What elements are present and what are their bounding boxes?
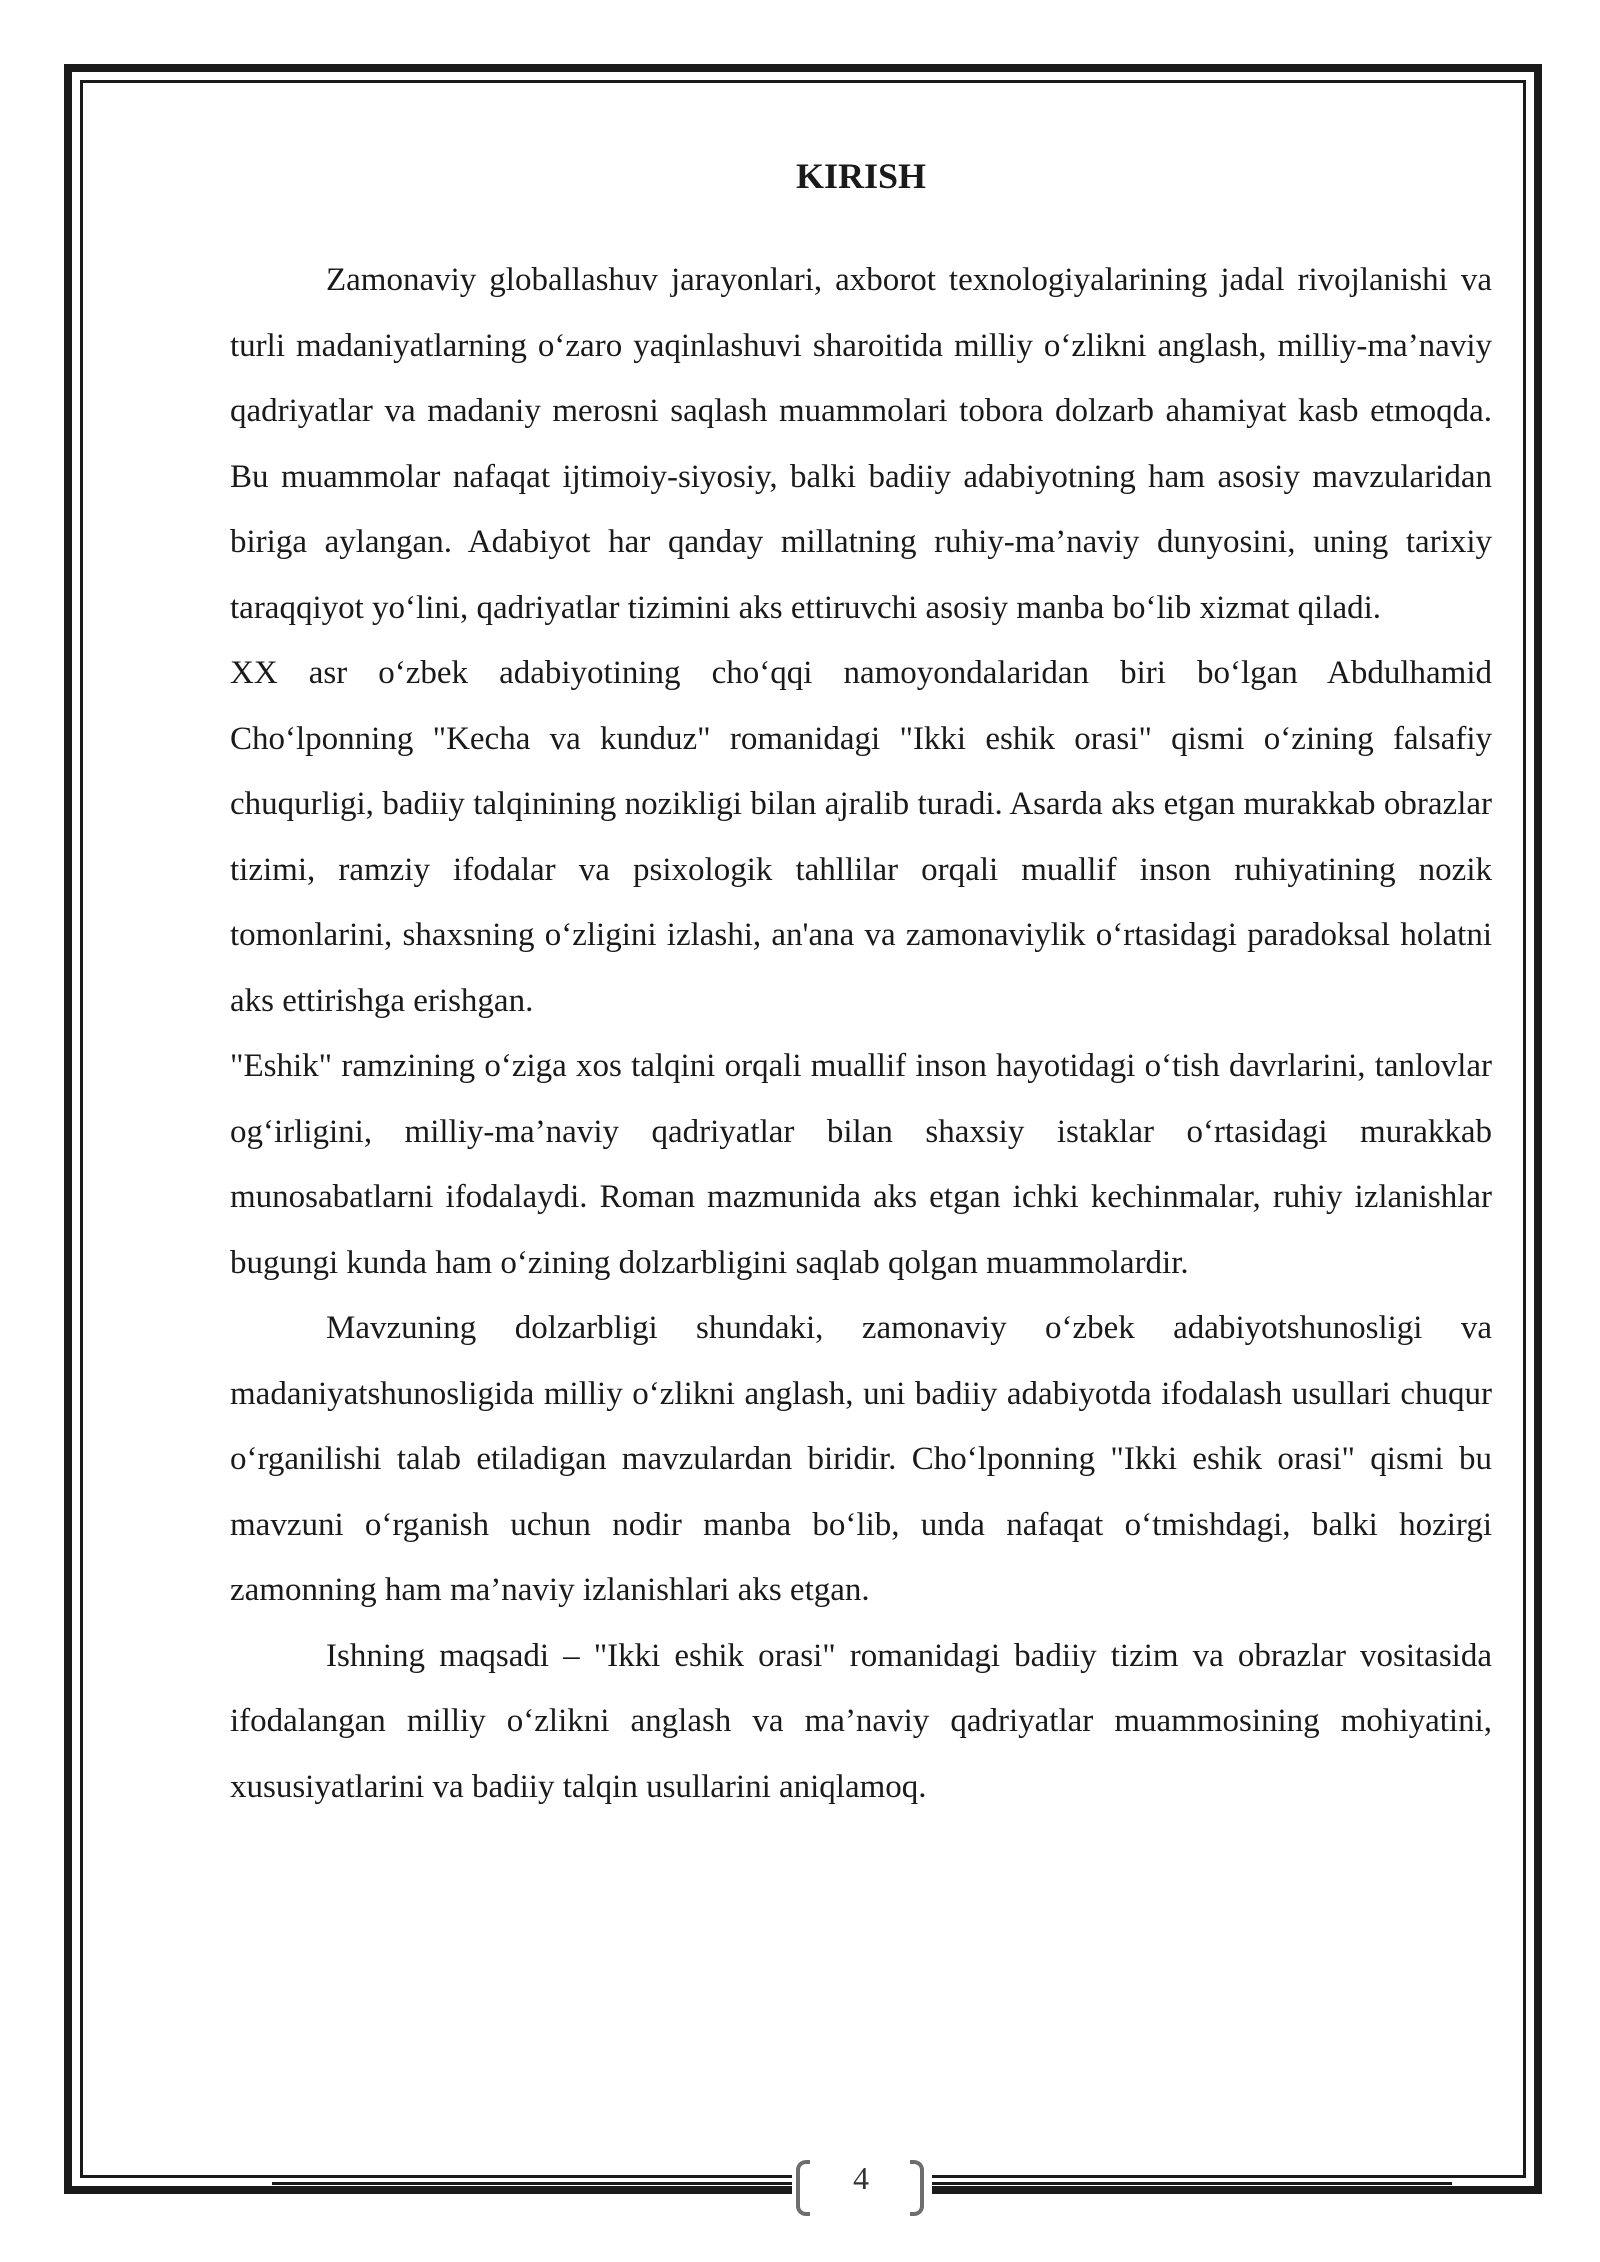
right-bracket-icon [910, 2160, 924, 2216]
paragraph-4: Mavzuning dolzarbligi shundaki, zamonaviy o‘zbek adabiyotshunosligi va madaniyatshunosligida milliy o‘zlikni anglash, uni badiiy adabiyotda ifodalash usullari chuqur o‘rganilishi talab etiladigan mavzulardan biridir. Cho‘lponning "Ikki eshik orasi" qismi bu mavzuni o‘rganish uchun nodir manba bo‘lib, unda nafaqat o‘tmishdagi, balki hozirgi zamonning ham ma’naviy izlanishlari aks etgan. [230, 1310, 1492, 1608]
paragraph-5: Ishning maqsadi – "Ikki eshik orasi" romanidagi badiiy tizim va obrazlar vositasida ifodalangan milliy o‘zlikni anglash va ma’naviy qadriyatlar muammosining mohiyatini, xususiyatlarini va badiiy talqin usullarini aniqlamoq. [230, 1637, 1492, 1805]
page-title: KIRISH [795, 156, 927, 196]
document-body [230, 148, 1492, 1820]
paragraph-3: "Eshik" ramzining o‘ziga xos talqini orqali muallif inson hayotidagi o‘tish davrlarini, tanlovlar og‘irligini, milliy-ma’naviy qadriyatlar bilan shaxsiy istaklar o‘rtasidagi murakkab munosabatlarni ifodalaydi. Roman mazmunida aks etgan ichki kechinmalar, ruhiy izlanishlar bugungi kunda ham o‘zining dolzarbligini saqlab qolgan muammolardir. [230, 1048, 1492, 1281]
paragraph-2: XX asr o‘zbek adabiyotining cho‘qqi namoyondalaridan biri bo‘lgan Abdulhamid Cho‘lponning "Kecha va kunduz" romanidagi "Ikki eshik orasi" qismi o‘zining falsafiy chuqurligi, badiiy talqinining nozikligi bilan ajralib turadi. Asarda aks etgan murakkab obrazlar tizimi, ramziy ifodalar va psixologik tahllilar orqali muallif inson ruhiyatining nozik tomonlarini, shaxsning o‘zligini izlashi, an'ana va zamonaviylik o‘rtasidagi paradoksal holatni aks ettirishga erishgan. [230, 655, 1492, 1019]
page-number: 4 [853, 2160, 869, 2196]
paragraph-1: Zamonaviy globallashuv jarayonlari, axborot texnologiyalarining jadal rivojlanishi va turli madaniyatlarning o‘zaro yaqinlashuvi sharoitida milliy o‘zlikni anglash, milliy-ma’naviy qadriyatlar va madaniy merosni saqlash muammolari tobora dolzarb ahamiyat kasb etmoqda. Bu muammolar nafaqat ijtimoiy-siyosiy, balki badiiy adabiyotning ham asosiy mavzularidan biriga aylangan. Adabiyot har qanday millatning ruhiy-ma’naviy dunyosini, uning tarixiy taraqqiyot yo‘lini, qadriyatlar tizimini aks ettiruvchi asosiy manba bo‘lib xizmat qiladi. [230, 262, 1492, 626]
left-bracket-icon [796, 2160, 810, 2216]
